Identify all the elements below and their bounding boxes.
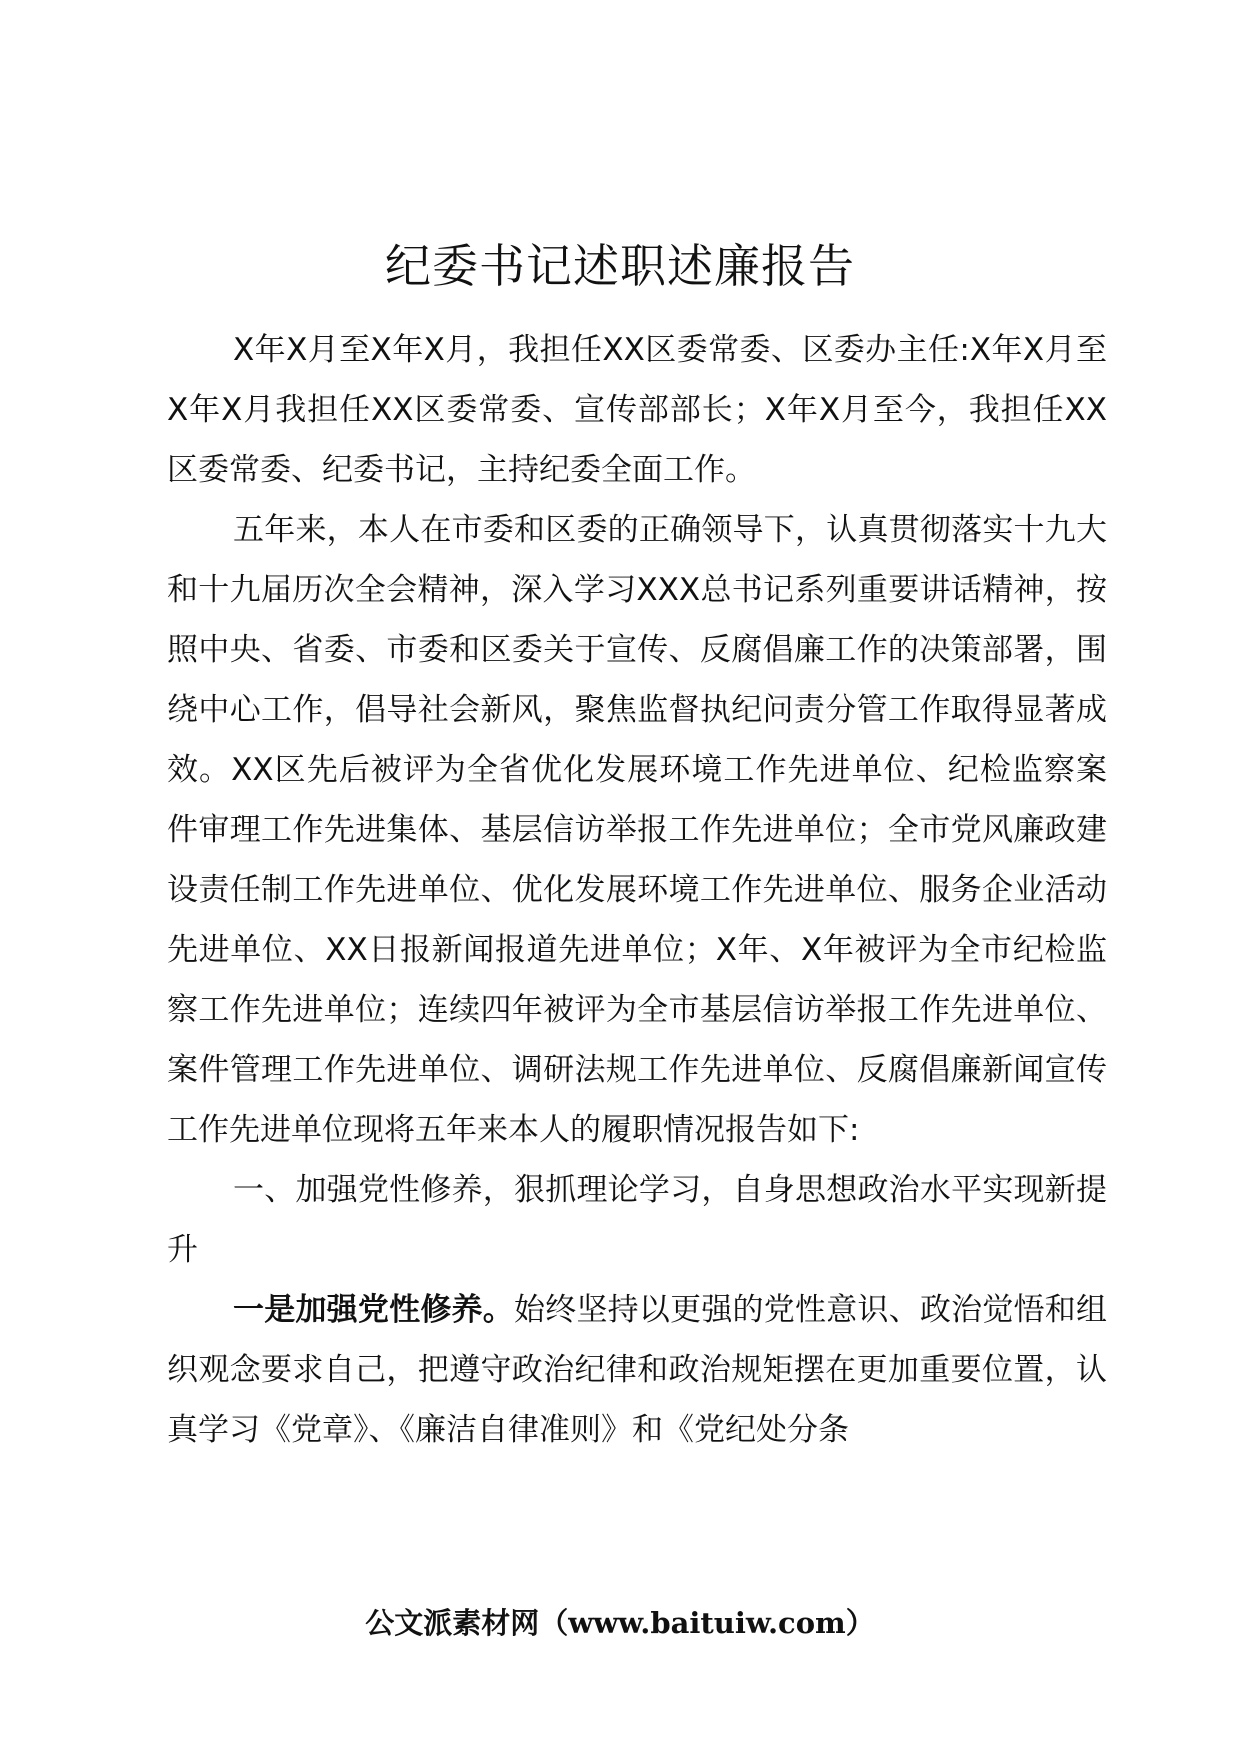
footer-source-link[interactable]: 公文派素材网（www.baituiw.com） (365, 1606, 875, 1640)
paragraph-lead-bold: 一是加强党性修养。 (233, 1292, 514, 1328)
document-title: 纪委书记述职述廉报告 (385, 239, 855, 293)
paragraph-achievements: 五年来，本人在市委和区委的正确领导下，认真贯彻落实十九大和十九届历次全会精神，深入学习XXX总书记系列重要讲话精神，按照中央、省委、市委和区委关于宣传、反腐倡廉工作的决策部署，围绕中心工作，倡导社会新风，聚焦监督执纪问责分管工作取得显著成效。XX区先后被评为全省优化发展环境工作先进单位、纪检监察案件审理工作先进集体、基层信访举报工作先进单位；全市党风廉政建设责任制工作先进单位、优化发展环境工作先进单位、服务企业活动先进单位、XX日报新闻报道先进单位；X年、X年被评为全市纪检监察工作先进单位；连续四年被评为全市基层信访举报工作先进单位、案件管理工作先进单位、调研法规工作先进单位、反腐倡廉新闻宣传工作先进单位现将五年来本人的履职情况报告如下: (167, 512, 1107, 1148)
document-body (167, 320, 1107, 1460)
section-heading-1: 一、加强党性修养，狠抓理论学习，自身思想政治水平实现新提升 (167, 1172, 1107, 1268)
paragraph-party-spirit (167, 1280, 1107, 1460)
paragraph-text: 始终坚持以更强的党性意识、政治觉悟和组织观念要求自己，把遵守政治纪律和政治规矩摆在更加重要位置，认真学习《党章》、《廉洁自律准则》和《党纪处分条 (167, 1292, 1107, 1448)
paragraph-appointments: X年X月至X年X月，我担任XX区委常委、区委办主任:X年X月至X年X月我担任XX区委常委、宣传部部长；X年X月至今，我担任XX区委常委、纪委书记，主持纪委全面工作。 (167, 332, 1107, 488)
